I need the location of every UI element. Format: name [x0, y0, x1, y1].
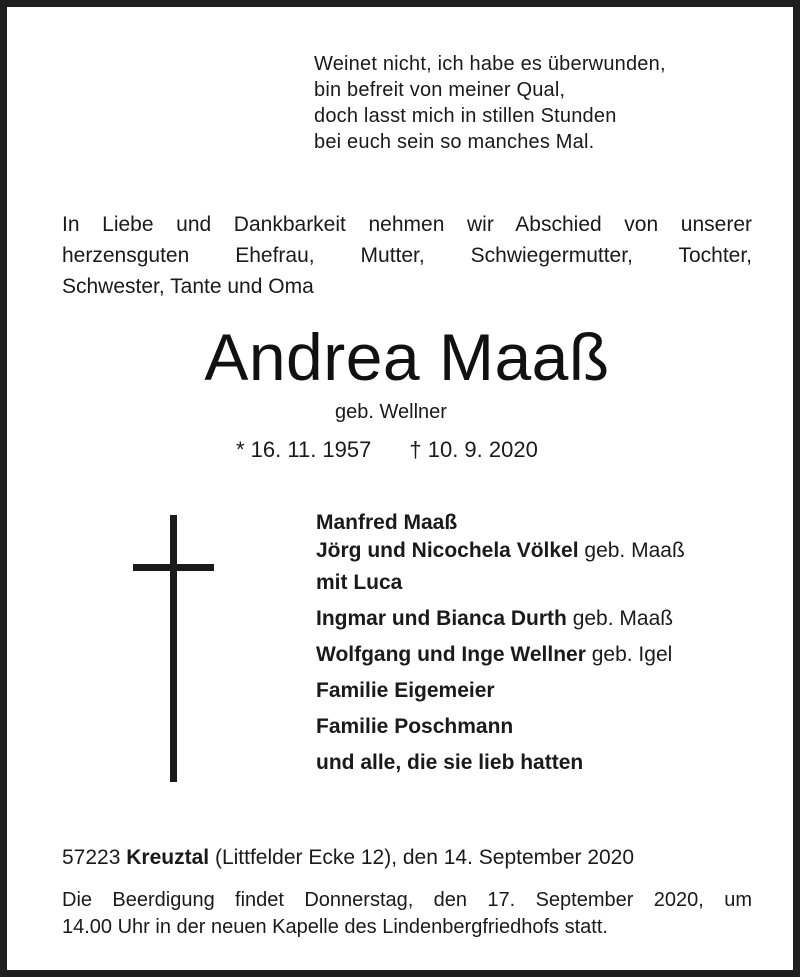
place-and-date	[62, 841, 634, 875]
mourner-line	[316, 602, 685, 638]
poem-line: bei euch sein so manches Mal.	[314, 131, 595, 153]
mourner-line	[316, 566, 685, 602]
poem	[314, 51, 666, 155]
city-name: Kreuztal	[126, 846, 210, 869]
death-date: † 10. 9. 2020	[409, 437, 538, 462]
mourner-name: Familie Eigemeier	[316, 679, 495, 702]
life-dates	[236, 435, 538, 465]
mourner-name: Wolfgang und Inge Wellner	[316, 643, 586, 666]
mourner-suffix: geb. Igel	[585, 643, 673, 666]
birth-date: * 16. 11. 1957	[236, 437, 372, 462]
mourner-suffix: geb. Maaß	[578, 539, 685, 562]
intro-text	[62, 209, 752, 302]
cross-vertical-bar	[170, 515, 177, 782]
deceased-name: Andrea Maaß	[204, 320, 610, 394]
intro-line: In Liebe und Dankbarkeit nehmen wir Abschied von unserer	[62, 213, 752, 236]
burial-notice	[62, 887, 752, 941]
poem-line: bin befreit von meiner Qual,	[314, 79, 566, 101]
mourner-line	[316, 510, 685, 538]
intro-line: herzensguten Ehefrau, Mutter, Schwiegermutter, Tochter,	[62, 244, 752, 267]
mourner-line	[316, 538, 685, 566]
poem-line: doch lasst mich in stillen Stunden	[314, 105, 617, 127]
mourner-name: Jörg und Nicochela Völkel	[316, 539, 579, 562]
mourner-line	[316, 746, 685, 782]
mourner-name: mit Luca	[316, 571, 403, 594]
birth-name: geb. Wellner	[335, 401, 447, 423]
mourner-line	[316, 638, 685, 674]
burial-line: 14.00 Uhr in der neuen Kapelle des Lindenbergfriedhofs statt.	[62, 916, 608, 938]
mourner-line	[316, 710, 685, 746]
mourners-list	[316, 510, 685, 782]
mourner-name: Manfred Maaß	[316, 511, 458, 534]
mourner-suffix: geb. Maaß	[566, 607, 674, 630]
mourner-name: und alle, die sie lieb hatten	[316, 751, 584, 774]
mourner-name: Familie Poschmann	[316, 715, 514, 738]
intro-line: Schwester, Tante und Oma	[62, 275, 314, 298]
cross-horizontal-bar	[133, 564, 214, 571]
address-and-date: (Littfelder Ecke 12), den 14. September 2020	[214, 846, 635, 869]
mourner-name: Ingmar und Bianca Durth	[316, 607, 567, 630]
mourner-line	[316, 674, 685, 710]
poem-line: Weinet nicht, ich habe es überwunden,	[314, 53, 666, 75]
postal-code: 57223	[62, 846, 121, 869]
burial-line: Die Beerdigung findet Donnerstag, den 17. September 2020, um	[62, 889, 752, 911]
